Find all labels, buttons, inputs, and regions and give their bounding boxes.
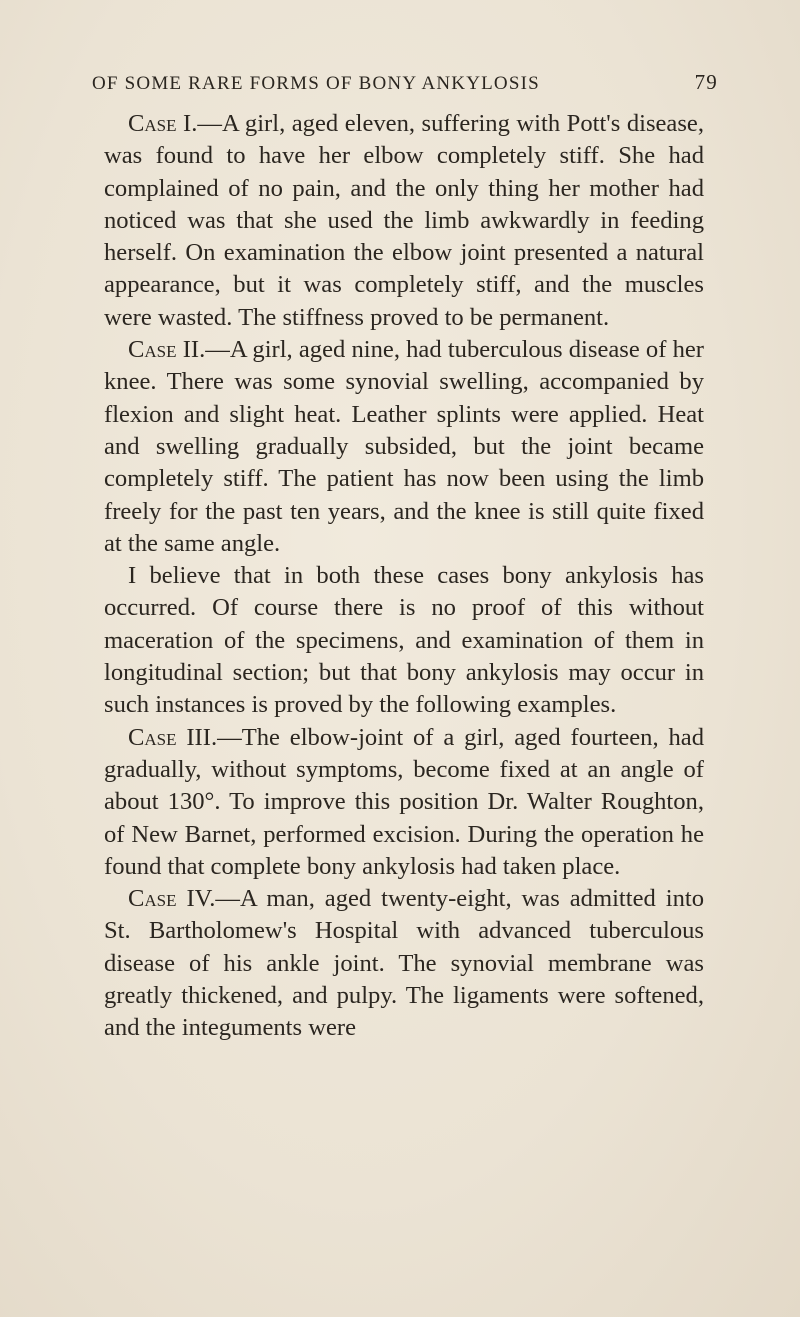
body-text [104,108,704,1045]
paragraph-case-2 [104,334,704,560]
case-label: Case III. [128,723,218,751]
page-number: 79 [694,70,718,94]
paragraph-text: —A man, aged twenty-eight, was admitted into St. Bartholomew's Hospital with advanced tuberculous disease of his ankle joint. The synovial membrane was greatly thickened, and pulpy. The ligaments were softened, and the integuments were [104,885,704,1042]
case-label: Case IV. [128,885,216,913]
running-head [80,70,718,108]
paragraph-text: I believe that in both these cases bony ankylosis has occurred. Of course there is no proof of this without maceration of the specimens, and examination of them in longitudinal section; but that bony ankylosis may occur in such instances is proved by the following examples. [104,562,704,719]
paragraph-discussion [104,560,704,721]
running-title: OF SOME RARE FORMS OF BONY ANKYLOSIS [92,73,540,94]
paragraph-text: —The elbow-joint of a girl, aged fourteen, had gradually, without symptoms, become fixed at an angle of about 130°. To improve this position Dr. Walter Roughton, of New Barnet, performed excision. During the operation he found that complete bony ankylosis had taken place. [104,723,704,880]
case-label: Case II. [128,336,206,364]
paragraph-case-1 [104,108,704,334]
paragraph-case-3 [104,722,704,883]
case-label: Case I. [128,110,198,137]
paragraph-text: —A girl, aged nine, had tuberculous disease of her knee. There was some synovial swelling, accompanied by flexion and slight heat. Leather splints were applied. Heat and swelling gradually subsided, but the joint became completely stiff. The patient has now been using the limb freely for the past ten years, and the knee is still quite fixed at the same angle. [104,336,704,557]
paragraph-text: —A girl, aged eleven, suffering with Pott's disease, was found to have her elbow completely stiff. She had complained of no pain, and the only thing her mother had noticed was that she used the limb awkwardly in feeding herself. On examination the elbow joint presented a natural appearance, but it was completely stiff, and the muscles were wasted. The stiffness proved to be permanent. [104,110,704,331]
paragraph-case-4 [104,883,704,1044]
